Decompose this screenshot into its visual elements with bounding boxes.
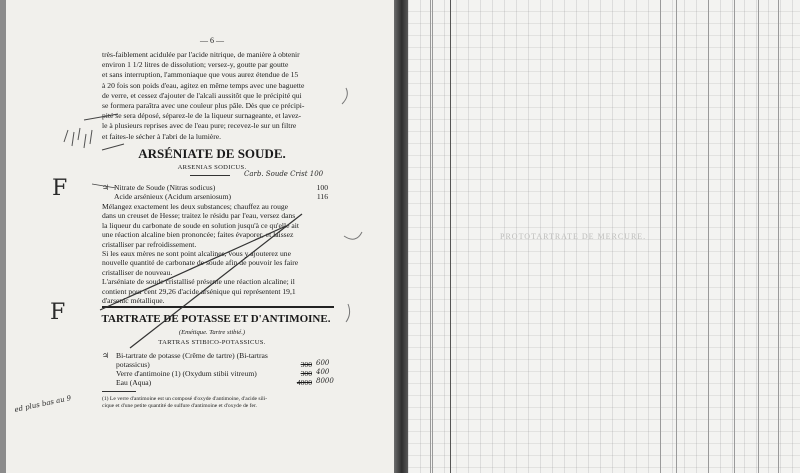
text-line: à 20 fois son poids d'eau, agitez en même temps avec une baguette	[102, 80, 305, 90]
ingredient-label: potassicus)	[116, 360, 150, 369]
text-line: Mélangez exactement les deux substances; chauffez au rouge	[102, 202, 289, 211]
margin-mark: F	[52, 176, 68, 201]
ingredient-label: Verre d'antimoine (1) (Oxydum stibii vitreum)	[116, 369, 257, 378]
recipe-symbol: ♃	[102, 183, 109, 192]
text-line: et sans interruption, l'ammoniaque que vous aurez étendue de 15	[102, 70, 299, 80]
section-latin-arseniate: ARSENIAS SODICUS.	[177, 164, 247, 171]
margin-mark: F	[50, 300, 66, 325]
text-line: d'arsenic métallique.	[102, 296, 165, 306]
ingredient-label: Acide arsénieux (Acidum arseniosum)	[114, 192, 232, 201]
ledger-column-rule	[758, 0, 759, 473]
right-page	[408, 0, 800, 473]
text-line: L'arséniate de soude cristallisé présente une réaction alcaline; il	[102, 277, 295, 287]
text-line: contient pour cent 29,26 d'acide arsénique qui représentent 19,1	[102, 286, 296, 296]
ingredient-qty: 100	[316, 183, 328, 192]
ledger-column-rule	[734, 0, 735, 473]
left-page	[6, 0, 397, 473]
ingredient-qty: 116	[316, 192, 328, 201]
text-line: pité se sera déposé, séparez-le de la liqueur surnageante, et lavez-	[102, 111, 302, 121]
footnote-line: cique et d'une petite quantité de sulfure d'antimoine et d'oxyde de fer.	[102, 403, 257, 410]
ledger-column-rule	[660, 0, 661, 473]
section-title-arseniate: ARSÉNIATE DE SOUDE.	[138, 146, 286, 161]
handwritten-note: Carb. Soude Crist 100	[244, 170, 324, 178]
text-line: la liqueur du carbonate de soude en solution jusqu'à ce qu'elle ait	[102, 220, 299, 230]
text-line: une réaction alcaline bien prononcée; faites évaporer, et laissez	[102, 230, 294, 240]
text-line: très-faiblement acidulée par l'acide nitrique, de manière à obtenir	[102, 50, 300, 59]
ledger-column-rule	[778, 0, 779, 473]
handwritten-qty: 400	[316, 368, 330, 376]
handwritten-qty: 8000	[316, 377, 334, 385]
ingredient-qty: 300	[300, 360, 312, 369]
text-line: environ 1 1/2 litres de dissolution; versez-y, goutte par goutte	[102, 60, 289, 70]
ingredient-label: Eau (Aqua)	[116, 378, 152, 387]
ingredient-label: Nitrate de Soude (Nitras sodicus)	[114, 183, 216, 192]
ledger-column-rule	[450, 0, 451, 473]
text-line: cristalliser par refroidissement.	[102, 239, 197, 249]
ledger-column-rule	[432, 0, 433, 473]
text-line: de verre, et cessez d'ajouter de l'alcali aussitôt que le précipité qui	[102, 90, 302, 100]
book-gutter	[394, 0, 408, 473]
handwritten-qty: 600	[316, 359, 330, 367]
text-line: le à plusieurs reprises avec de l'eau pure; recevez-le sur un filtre	[102, 121, 297, 131]
page-number: — 6 —	[200, 36, 224, 45]
text-line: et faites-le sécher à l'abri de la lumière.	[102, 131, 222, 141]
margin-note: ed plus bas au 9	[13, 394, 72, 414]
text-line: nouvelle quantité de carbonate de soude afin de pouvoir les faire	[102, 258, 299, 268]
text-line: se formera paraîtra avec une couleur plus pâle. Dès que ce précipi-	[102, 101, 305, 111]
recipe-symbol: ♃	[102, 351, 109, 360]
ingredient-qty: 4000	[296, 378, 312, 387]
text-line: cristalliser de nouveau.	[102, 267, 173, 277]
section-latin-tartrate: TARTRAS STIBICO-POTASSICUS.	[158, 339, 266, 346]
text-line: Si les eaux mères ne sont point alcalines, vous y ajouterez une	[102, 249, 291, 259]
footnote-line: (1) Le verre d'antimoine est un composé d'oxyde d'antimoine, d'acide sili-	[102, 396, 268, 402]
ledger-column-rule	[708, 0, 709, 473]
ingredient-label: Bi-tartrate de potasse (Crême de tartre) (Bi-tartras	[116, 351, 268, 360]
section-alias-tartrate: (Emétique. Tartre stibié.)	[178, 329, 246, 336]
section-title-tartrate: TARTRATE DE POTASSE ET D'ANTIMOINE.	[101, 313, 331, 325]
ledger-column-rule	[430, 0, 431, 473]
text-line: dans un creuset de Hesse; traitez le résidu par l'eau, versez dans	[102, 211, 296, 221]
ledger-column-rule	[676, 0, 677, 473]
ingredient-qty: 300	[300, 369, 312, 378]
faded-bleed-through-title: PROTOTARTRATE DE MERCURE.	[500, 232, 647, 241]
